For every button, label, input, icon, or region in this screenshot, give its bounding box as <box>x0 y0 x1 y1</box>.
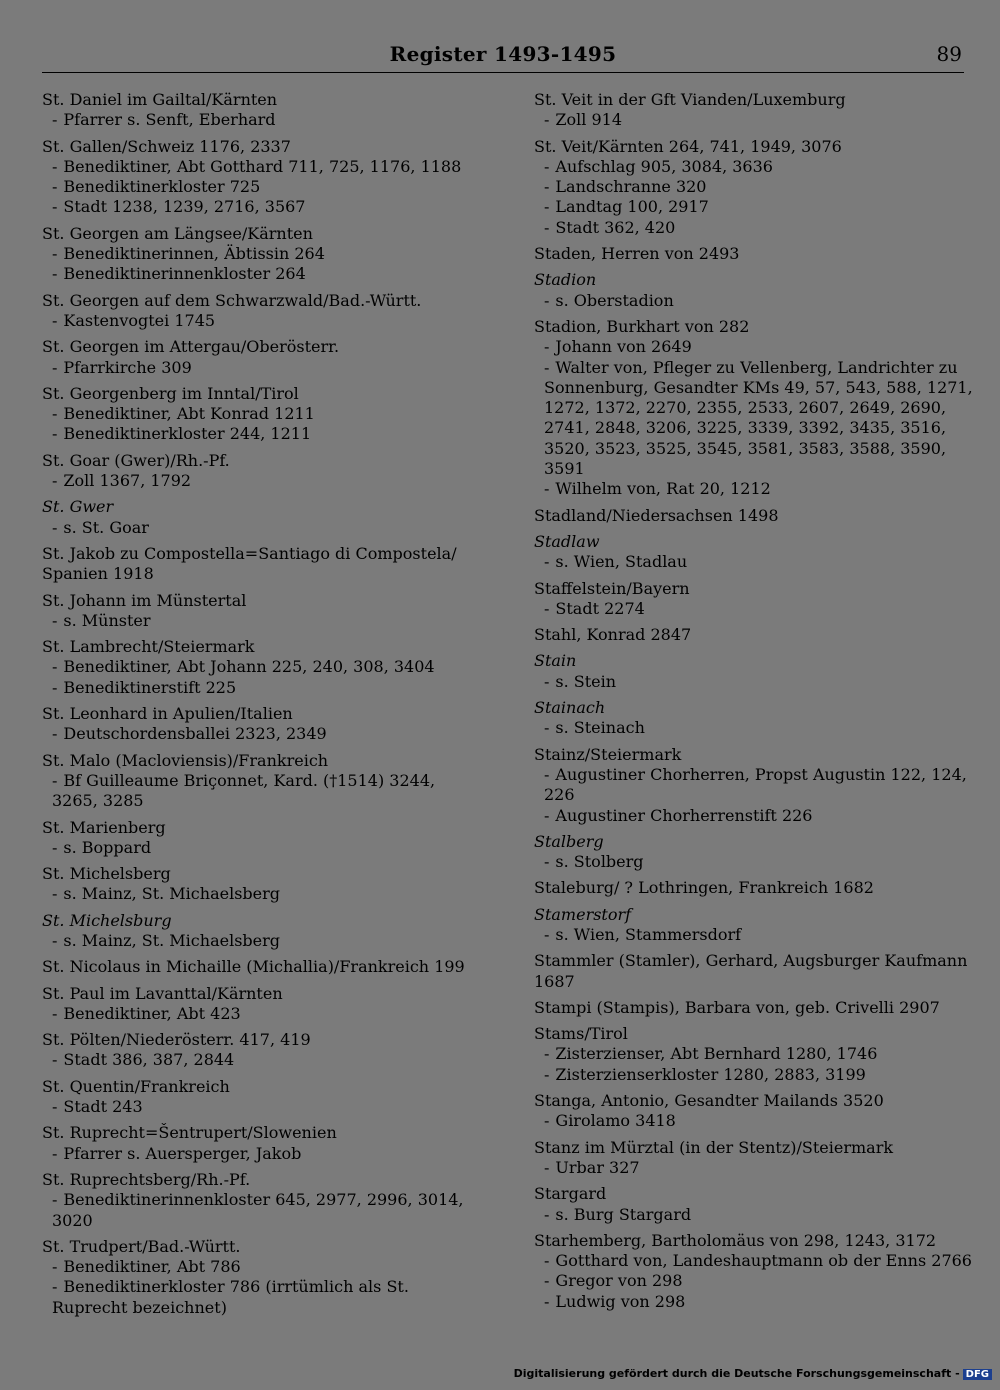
entry-subitem: - s. Steinach <box>544 718 645 738</box>
subitem-text: Benediktinerinnenkloster 645, 2977, 2996, 3014, 3020 <box>52 1190 464 1230</box>
index-entry <box>534 1091 974 1132</box>
index-entry <box>534 579 974 620</box>
index-entry <box>534 1231 974 1312</box>
subitem-text: Gregor von 298 <box>555 1271 683 1291</box>
index-entry <box>534 1024 974 1085</box>
entry-heading: Stammler (Stamler), Gerhard, Augsburger Kaufmann 1687 <box>534 951 968 991</box>
entry-heading: Stain <box>534 651 577 671</box>
entry-subitem: - s. Wien, Stammersdorf <box>544 924 742 944</box>
subitem-text: s. Burg Stargard <box>555 1204 692 1224</box>
subitem-text: Deutschordensballei 2323, 2349 <box>63 724 327 744</box>
index-entry <box>42 1030 482 1071</box>
index-entry <box>42 911 482 952</box>
entry-subitem: - Stadt 386, 387, 2844 <box>52 1050 235 1070</box>
entry-heading: Stahl, Konrad 2847 <box>534 625 692 645</box>
subitem-text: s. Boppard <box>63 837 152 857</box>
entry-subitem: - Zoll 1367, 1792 <box>52 471 192 491</box>
index-entry <box>42 544 482 585</box>
footer <box>514 1367 992 1380</box>
subitem-text: Wilhelm von, Rat 20, 1212 <box>555 479 771 499</box>
subitem-text: Ludwig von 298 <box>555 1291 686 1311</box>
subitem-text: Benediktinerkloster 244, 1211 <box>63 424 312 444</box>
index-entry <box>534 651 974 692</box>
subitem-text: Pfarrer s. Senft, Eberhard <box>63 110 276 130</box>
entry-heading: St. Georgen am Längsee/Kärnten <box>42 223 313 243</box>
entry-heading: St. Lambrecht/Steiermark <box>42 637 255 657</box>
footer-text: Digitalisierung gefördert durch die Deutsche Forschungsgemeinschaft - <box>513 1367 960 1380</box>
entry-heading: Stampi (Stampis), Barbara von, geb. Crivelli 2907 <box>534 997 940 1017</box>
subitem-text: Pfarrkirche 309 <box>63 357 192 377</box>
entry-subitem: - Deutschordensballei 2323, 2349 <box>52 724 327 744</box>
subitem-text: s. Wien, Stadlau <box>555 552 688 572</box>
index-entry <box>42 1077 482 1118</box>
entry-heading: Stainach <box>534 698 606 718</box>
index-entry <box>42 497 482 538</box>
entry-subitem: - s. Boppard <box>52 837 152 857</box>
entry-subitem: - Augustiner Chorherrenstift 226 <box>544 805 813 825</box>
subitem-text: Benediktinerinnenkloster 264 <box>63 264 306 284</box>
subitem-text: Benediktiner, Abt Gotthard 711, 725, 1176, 1188 <box>63 156 462 176</box>
entry-heading: St. Paul im Lavanttal/Kärnten <box>42 983 283 1003</box>
entry-heading: Stadion, Burkhart von 282 <box>534 316 750 336</box>
index-entry <box>42 864 482 905</box>
entry-subitem: - Walter von, Pfleger zu Vellenberg, Landrichter zu Sonnenburg, Gesandter KMs 49, 57, 543, 588, 1271, 1272, 1372, 2270, 2355, 2533, 2607, 2649, 2690, 2741, 2848, 3206, 3225, 3339, 3392, 3435, 3516, 3520, 3523, 3525, 3545, 3581, 3583, 3588, 3590, 3591 <box>544 357 973 479</box>
entry-heading: St. Marienberg <box>42 817 166 837</box>
index-entry <box>42 137 482 218</box>
subitem-text: s. Wien, Stammersdorf <box>555 924 742 944</box>
subitem-text: Benediktiner, Abt 423 <box>63 1003 241 1023</box>
subitem-text: Gotthard von, Landeshauptmann ob der Enns 2766 <box>555 1251 972 1271</box>
entry-subitem: - Kastenvogtei 1745 <box>52 310 216 330</box>
subitem-text: s. Oberstadion <box>555 290 674 310</box>
entry-subitem: - Benediktiner, Abt 786 <box>52 1257 241 1277</box>
index-entry <box>42 818 482 859</box>
index-entry <box>534 1138 974 1179</box>
entry-heading: St. Jakob zu Compostella=Santiago di Compostela/ Spanien 1918 <box>42 543 457 584</box>
entry-heading: St. Daniel im Gailtal/Kärnten <box>42 90 278 109</box>
subitem-text: Stadt 1238, 1239, 2716, 3567 <box>63 197 306 217</box>
entry-subitem: - s. St. Goar <box>52 517 149 537</box>
index-entry <box>534 244 974 264</box>
subitem-text: s. Stein <box>555 671 617 691</box>
entry-heading: Stamerstorf <box>534 904 632 924</box>
subitem-text: s. Steinach <box>555 718 645 738</box>
entry-heading: St. Michelsburg <box>42 910 172 930</box>
entry-subitem: - Landschranne 320 <box>544 177 707 197</box>
entry-heading: St. Veit/Kärnten 264, 741, 1949, 3076 <box>534 136 842 156</box>
entry-subitem: - Zisterzienser, Abt Bernhard 1280, 1746 <box>544 1044 878 1064</box>
entry-subitem: - Benediktiner, Abt Gotthard 711, 725, 1176, 1188 <box>52 156 462 176</box>
subitem-text: Zoll 1367, 1792 <box>63 471 192 491</box>
index-entry <box>42 591 482 632</box>
index-entry <box>534 532 974 573</box>
index-entry <box>42 751 482 812</box>
entry-heading: St. Veit in der Gft Vianden/Luxemburg <box>534 90 846 109</box>
subitem-text: Augustiner Chorherren, Propst Augustin 122, 124, 226 <box>544 764 967 805</box>
entry-heading: Stanga, Antonio, Gesandter Mailands 3520 <box>534 1091 884 1111</box>
subitem-text: Urbar 327 <box>555 1157 640 1177</box>
entry-subitem: - Wilhelm von, Rat 20, 1212 <box>544 479 771 499</box>
entry-subitem: - Gotthard von, Landeshauptmann ob der Enns 2766 <box>544 1251 972 1271</box>
index-entry <box>42 224 482 285</box>
entry-heading: Stams/Tirol <box>534 1024 628 1044</box>
subitem-text: Johann von 2649 <box>555 337 692 357</box>
left-column <box>42 90 482 1324</box>
entry-heading: Starhemberg, Bartholomäus von 298, 1243, 3172 <box>534 1230 937 1250</box>
index-entry <box>534 90 974 131</box>
index-entry <box>42 337 482 378</box>
entry-heading: Staden, Herren von 2493 <box>534 244 740 264</box>
entry-heading: St. Georgen auf dem Schwarzwald/Bad.-Württ. <box>42 290 422 310</box>
index-entry <box>42 637 482 698</box>
dfg-logo: DFG <box>963 1369 992 1380</box>
entry-subitem: - Urbar 327 <box>544 1157 640 1177</box>
index-entry <box>42 1170 482 1231</box>
entry-subitem: - Pfarrer s. Senft, Eberhard <box>52 110 276 130</box>
entry-subitem: - Stadt 362, 420 <box>544 217 676 237</box>
entry-heading: St. Trudpert/Bad.-Württ. <box>42 1236 241 1256</box>
entry-subitem: - Benediktinerinnenkloster 264 <box>52 264 306 284</box>
entry-subitem: - Ludwig von 298 <box>544 1291 686 1311</box>
index-entry <box>534 951 974 992</box>
entry-subitem: - Benediktiner, Abt Johann 225, 240, 308, 3404 <box>52 657 435 677</box>
entry-subitem: - Gregor von 298 <box>544 1271 683 1291</box>
subitem-text: Stadt 362, 420 <box>555 217 676 237</box>
index-entry <box>534 317 974 500</box>
entry-subitem: - s. Stolberg <box>544 852 644 872</box>
index-entry <box>534 1184 974 1225</box>
entry-heading: St. Nicolaus in Michaille (Michallia)/Frankreich 199 <box>42 957 465 977</box>
subitem-text: Stadt 386, 387, 2844 <box>63 1050 235 1070</box>
entry-subitem: - Zisterzienserkloster 1280, 2883, 3199 <box>544 1064 866 1084</box>
entry-subitem: - Girolamo 3418 <box>544 1111 676 1131</box>
entry-heading: St. Michelsberg <box>42 864 171 884</box>
entry-heading: Stanz im Mürztal (in der Stentz)/Steiermark <box>534 1137 894 1157</box>
index-entry <box>534 745 974 826</box>
index-entry <box>534 137 974 238</box>
entry-subitem: - Benediktinerstift 225 <box>52 677 237 697</box>
subitem-text: Bf Guilleaume Briçonnet, Kard. (†1514) 3244, 3265, 3285 <box>52 770 436 811</box>
page-title: Register 1493-1495 <box>389 42 617 66</box>
subitem-text: Benediktinerkloster 725 <box>63 177 261 197</box>
entry-heading: Stadland/Niedersachsen 1498 <box>534 505 779 525</box>
entry-subitem: - Stadt 2274 <box>544 598 645 618</box>
subitem-text: Zoll 914 <box>555 110 623 130</box>
subitem-text: Stadt 2274 <box>555 598 645 618</box>
index-entry <box>42 984 482 1025</box>
subitem-text: Aufschlag 905, 3084, 3636 <box>555 156 773 176</box>
entry-subitem: - Aufschlag 905, 3084, 3636 <box>544 156 773 176</box>
entry-heading: St. Goar (Gwer)/Rh.-Pf. <box>42 450 230 470</box>
index-entry <box>534 625 974 645</box>
index-entry <box>534 270 974 311</box>
subitem-text: s. Mainz, St. Michaelsberg <box>63 884 280 904</box>
entry-heading: Stadlaw <box>534 531 600 551</box>
entry-heading: Stadion <box>534 270 597 290</box>
index-entry <box>534 998 974 1018</box>
entry-subitem: - Stadt 243 <box>52 1097 143 1117</box>
index-entry <box>534 878 974 898</box>
subitem-text: s. Mainz, St. Michaelsberg <box>63 930 280 950</box>
subitem-text: Kastenvogtei 1745 <box>63 310 216 330</box>
entry-heading: St. Georgen im Attergau/Oberösterr. <box>42 337 340 357</box>
entry-subitem: - Benediktiner, Abt 423 <box>52 1003 241 1023</box>
index-entry <box>534 698 974 739</box>
subitem-text: Walter von, Pfleger zu Vellenberg, Landrichter zu Sonnenburg, Gesandter KMs 49, 57, 543, 588, 1271, 1272, 1372, 2270, 2355, 2533, 2607, 2649, 2690, 2741, 2848, 3206, 3225, 3339, 3392, 3435, 3516, 3520, 3523, 3525, 3545, 3581, 3583, 3588, 3590, 3591 <box>544 357 973 479</box>
entry-subitem: - Pfarrkirche 309 <box>52 357 192 377</box>
page-header <box>42 42 964 73</box>
subitem-text: Benediktiner, Abt Konrad 1211 <box>63 404 315 424</box>
entry-subitem: - s. Stein <box>544 671 617 691</box>
entry-heading: St. Gwer <box>42 497 114 517</box>
entry-subitem: - s. Mainz, St. Michaelsberg <box>52 884 280 904</box>
entry-subitem: - Zoll 914 <box>544 110 623 130</box>
entry-heading: St. Leonhard in Apulien/Italien <box>42 704 293 724</box>
subitem-text: Benediktiner, Abt Johann 225, 240, 308, 3404 <box>63 657 435 677</box>
subitem-text: Pfarrer s. Auersperger, Jakob <box>63 1143 302 1163</box>
entry-subitem: - Benediktinerkloster 244, 1211 <box>52 424 312 444</box>
subitem-text: s. Münster <box>63 610 151 630</box>
page-number: 89 <box>936 42 962 66</box>
subitem-text: Benediktiner, Abt 786 <box>63 1257 241 1277</box>
entry-heading: Stargard <box>534 1184 607 1204</box>
entry-subitem: - Benediktinerinnenkloster 645, 2977, 2996, 3014, 3020 <box>52 1190 464 1230</box>
entry-subitem: - Benediktinerkloster 786 (irrtümlich als St. Ruprecht bezeichnet) <box>52 1277 409 1317</box>
entry-subitem: - s. Münster <box>52 610 151 630</box>
entry-heading: Staffelstein/Bayern <box>534 578 690 598</box>
entry-heading: Stainz/Steiermark <box>534 744 682 764</box>
entry-subitem: - Benediktiner, Abt Konrad 1211 <box>52 404 315 424</box>
entry-subitem: - Stadt 1238, 1239, 2716, 3567 <box>52 197 306 217</box>
subitem-text: Landtag 100, 2917 <box>555 197 709 217</box>
index-entry <box>42 1237 482 1318</box>
entry-subitem: - Benediktinerinnen, Äbtissin 264 <box>52 244 325 264</box>
entry-heading: Stalberg <box>534 831 604 851</box>
entry-heading: St. Gallen/Schweiz 1176, 2337 <box>42 136 291 156</box>
index-entry <box>42 704 482 745</box>
entry-subitem: - s. Oberstadion <box>544 290 674 310</box>
index-entry <box>42 957 482 977</box>
entry-heading: St. Ruprecht=Šentrupert/Slowenien <box>42 1123 337 1143</box>
entry-subitem: - s. Mainz, St. Michaelsberg <box>52 930 280 950</box>
index-entry <box>534 832 974 873</box>
subitem-text: Benediktinerstift 225 <box>63 677 237 697</box>
entry-subitem: - Bf Guilleaume Briçonnet, Kard. (†1514) 3244, 3265, 3285 <box>52 770 436 811</box>
index-entry <box>42 90 482 131</box>
subitem-text: Benediktinerkloster 786 (irrtümlich als St. Ruprecht bezeichnet) <box>52 1277 409 1317</box>
subitem-text: Girolamo 3418 <box>555 1111 676 1131</box>
entry-subitem: - Johann von 2649 <box>544 337 692 357</box>
entry-heading: St. Ruprechtsberg/Rh.-Pf. <box>42 1169 251 1189</box>
subitem-text: Benediktinerinnen, Äbtissin 264 <box>63 244 325 264</box>
subitem-text: Stadt 243 <box>63 1097 143 1117</box>
entry-subitem: - s. Wien, Stadlau <box>544 552 688 572</box>
subitem-text: Augustiner Chorherrenstift 226 <box>555 805 813 825</box>
entry-subitem: - Landtag 100, 2917 <box>544 197 709 217</box>
subitem-text: Zisterzienserkloster 1280, 2883, 3199 <box>555 1064 866 1084</box>
index-entry <box>42 1123 482 1164</box>
index-entry <box>42 451 482 492</box>
index-entry <box>42 291 482 332</box>
entry-heading: St. Pölten/Niederösterr. 417, 419 <box>42 1030 311 1050</box>
entry-subitem: - Augustiner Chorherren, Propst Augustin 122, 124, 226 <box>544 764 967 805</box>
index-entry <box>42 384 482 445</box>
subitem-text: s. Stolberg <box>555 852 644 872</box>
subitem-text: Zisterzienser, Abt Bernhard 1280, 1746 <box>555 1044 878 1064</box>
subitem-text: Landschranne 320 <box>555 177 707 197</box>
entry-heading: St. Malo (Macloviensis)/Frankreich <box>42 750 329 770</box>
entry-heading: St. Georgenberg im Inntal/Tirol <box>42 383 299 403</box>
entry-subitem: - Pfarrer s. Auersperger, Jakob <box>52 1143 302 1163</box>
right-column <box>534 90 974 1318</box>
entry-heading: St. Johann im Münstertal <box>42 590 247 610</box>
index-entry <box>534 506 974 526</box>
entry-heading: Staleburg/ ? Lothringen, Frankreich 1682 <box>534 878 874 898</box>
entry-heading: St. Quentin/Frankreich <box>42 1076 230 1096</box>
entry-subitem: - s. Burg Stargard <box>544 1204 692 1224</box>
entry-subitem: - Benediktinerkloster 725 <box>52 177 261 197</box>
subitem-text: s. St. Goar <box>63 517 149 537</box>
index-entry <box>534 905 974 946</box>
